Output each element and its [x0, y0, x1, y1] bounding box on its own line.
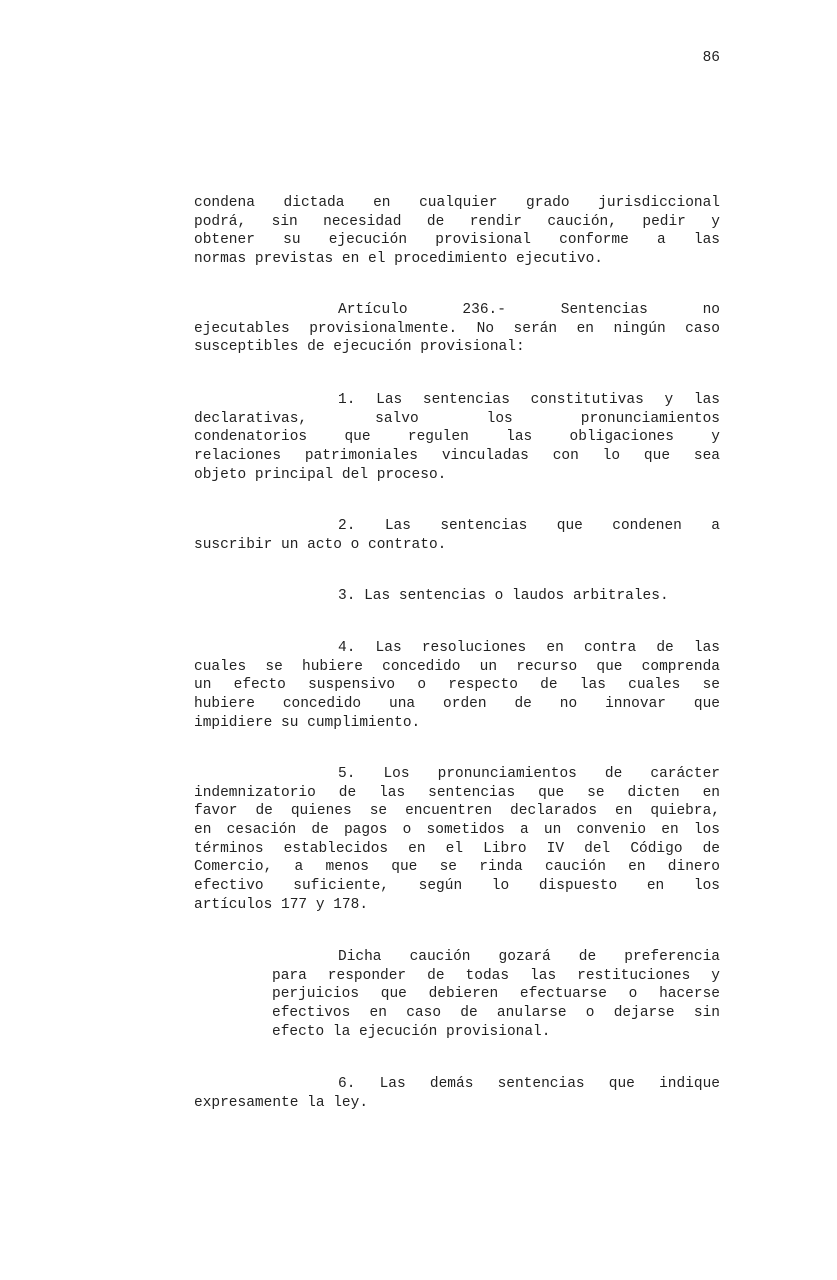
- list-item-1: [194, 391, 720, 484]
- text-line: un efecto suspensivo o respecto de las cuales se: [194, 677, 720, 694]
- text-line: indemnizatorio de las sentencias que se dicten en: [194, 784, 720, 801]
- text-line: para responder de todas las restituciones y: [272, 967, 720, 984]
- text-line: objeto principal del proceso.: [194, 466, 447, 483]
- text-line: 4. Las resoluciones en contra de las: [338, 640, 720, 656]
- text-line: normas previstas en el procedimiento ejecutivo.: [194, 251, 603, 268]
- text-line: cuales se hubiere concedido un recurso que comprenda: [194, 658, 720, 675]
- text-line: 3. Las sentencias o laudos arbitrales.: [338, 588, 669, 604]
- text-line: 6. Las demás sentencias que indique: [338, 1076, 720, 1092]
- page-number: 86: [702, 50, 720, 66]
- text-line: términos establecidos en el Libro IV del Código de: [194, 840, 720, 857]
- article-236-heading: [194, 301, 720, 357]
- text-line: efecto la ejecución provisional.: [272, 1023, 551, 1040]
- text-line: condena dictada en cualquier grado jurisdiccional: [194, 195, 720, 211]
- text-line: favor de quienes se encuentren declarados en quiebra,: [194, 803, 720, 820]
- text-line: efectivos en caso de anularse o dejarse sin: [272, 1005, 720, 1022]
- text-line: hubiere concedido una orden de no innovar que: [194, 696, 720, 713]
- list-item-4: [194, 639, 720, 732]
- text-line: Dicha caución gozará de preferencia: [338, 949, 720, 965]
- text-line: 1. Las sentencias constitutivas y las: [338, 392, 720, 408]
- text-line: expresamente la ley.: [194, 1094, 369, 1111]
- list-item-3: [194, 587, 720, 606]
- text-line: Artículo 236.- Sentencias no: [338, 302, 720, 318]
- text-line: Comercio, a menos que se rinda caución en dinero: [194, 859, 720, 876]
- text-line: suscribir un acto o contrato.: [194, 536, 447, 553]
- paragraph-continuation: [194, 194, 720, 269]
- text-line: artículos 177 y 178.: [194, 896, 369, 913]
- text-line: susceptibles de ejecución provisional:: [194, 339, 525, 356]
- text-line: declarativas, salvo los pronunciamientos: [194, 410, 720, 427]
- text-line: efectivo suficiente, según lo dispuesto en los: [194, 878, 720, 895]
- text-line: condenatorios que regulen las obligaciones y: [194, 429, 720, 446]
- text-line: podrá, sin necesidad de rendir caución, pedir y: [194, 213, 720, 230]
- text-line: en cesación de pagos o sometidos a un convenio en los: [194, 822, 720, 839]
- list-item-2: [194, 517, 720, 554]
- text-line: 2. Las sentencias que condenen a: [338, 518, 720, 534]
- text-line: relaciones patrimoniales vinculadas con lo que sea: [194, 448, 720, 465]
- text-line: ejecutables provisionalmente. No serán en ningún caso: [194, 320, 720, 337]
- list-item-5-subparagraph: [272, 948, 720, 1041]
- list-item-5: [194, 765, 720, 915]
- list-item-6: [194, 1075, 720, 1112]
- text-line: perjuicios que debieren efectuarse o hacerse: [272, 986, 720, 1003]
- text-line: obtener su ejecución provisional conforme a las: [194, 232, 720, 249]
- text-line: impidiere su cumplimiento.: [194, 714, 421, 731]
- text-line: 5. Los pronunciamientos de carácter: [338, 766, 720, 782]
